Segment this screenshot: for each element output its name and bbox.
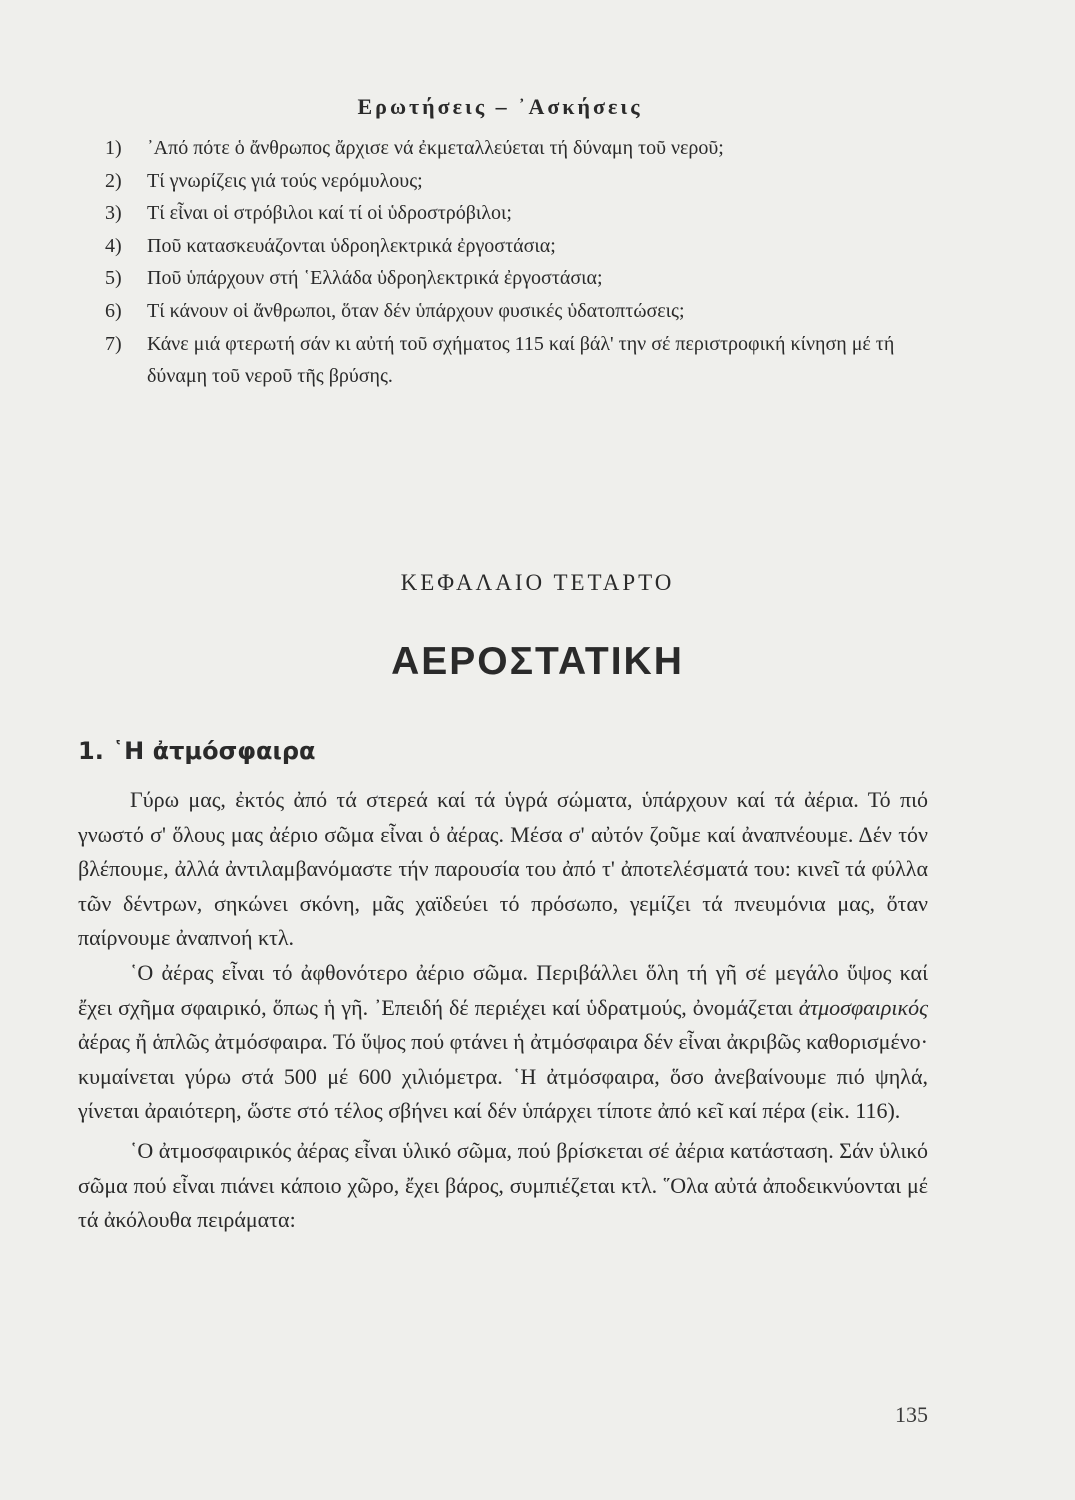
question-text: Ποῦ κατασκευάζονται ὑδροηλεκτρικά ἐργοστάσια; xyxy=(147,234,556,257)
question-number: 6) xyxy=(105,299,122,322)
paragraph: Γύρω μας, ἐκτός ἀπό τά στερεά καί τά ὑγρά σώματα, ὑπάρχουν καί τά ἀέρια. Τό πιό γνωστό σ' ὅλους μας ἀέριο σῶμα εἶναι ὁ ἀέρας. Μέσα σ' αὐτόν ζοῦμε καί ἀναπνέουμε. Δέν τόν βλέπουμε, ἀλλά ἀντιλαμβανόμαστε τήν παρουσία του ἀπό τ' ἀποτελέσματά του: κινεῖ τά φύλλα τῶν δέντρων, σηκώνει σκόνη, μᾶς χαϊδεύει τό πρόσωπο, γεμίζει τά πνευμόνια μας, ὅταν παίρνουμε ἀναπνοή κτλ. xyxy=(78,787,928,951)
chapter-title: ΑΕΡΟΣΤΑΤΙΚΗ xyxy=(391,640,684,683)
question-item xyxy=(105,295,915,328)
question-item xyxy=(105,230,915,263)
question-number: 5) xyxy=(105,267,122,290)
question-number: 7) xyxy=(105,332,122,355)
question-text: Τί κάνουν οἱ ἄνθρωποι, ὅταν δέν ὑπάρχουν φυσικές ὑδατοπτώσεις; xyxy=(147,299,685,322)
section-body xyxy=(78,783,928,1238)
exercises-title: Ερωτήσεις – ᾿Ασκήσεις xyxy=(357,94,643,119)
question-text: Ποῦ ὑπάρχουν στή ῾Ελλάδα ὑδροηλεκτρικά ἐργοστάσια; xyxy=(147,267,603,290)
questions-list xyxy=(105,132,915,393)
page-number: 135 xyxy=(895,1402,928,1427)
paragraph-text: ἀέρας ἤ ἁπλῶς ἀτμόσφαιρα. Τό ὕψος πού φτάνει ἡ ἀτμόσφαιρα δέν εἶναι ἀκριβῶς καθορισμένο· κυμαίνεται γύρω στά 500 μέ 600 χιλιόμετρα. ῾Η ἀτμόσφαιρα, ὅσο ἀνεβαίνουμε πιό ψηλά, γίνεται ἀραιότερη, ὥστε στό τέλος σβήνει καί δέν ὑπάρχει τίποτε ἀπό κεῖ καί πέρα (εἰκ. 116). xyxy=(78,1029,928,1124)
question-text: ᾿Από πότε ὁ ἄνθρωπος ἄρχισε νά ἐκμεταλλεύεται τή δύναμη τοῦ νεροῦ; xyxy=(147,137,724,159)
question-text: Κάνε μιά φτερωτή σάν κι αὐτή τοῦ σχήματος 115 καί βάλ' την σέ περιστροφική κίνηση μέ τή δύναμη τοῦ νεροῦ τῆς βρύσης. xyxy=(147,332,895,388)
question-text: Τί γνωρίζεις γιά τούς νερόμυλους; xyxy=(147,169,423,192)
question-item xyxy=(105,132,915,165)
paragraph xyxy=(78,956,928,1129)
question-item xyxy=(105,197,915,230)
emphasized-term: ἀτμοσφαιρικός xyxy=(798,994,928,1020)
question-item xyxy=(105,328,915,393)
paragraph: ῾Ο ἀτμοσφαιρικός ἀέρας εἶναι ὑλικό σῶμα, πού βρίσκεται σέ ἀέρια κατάσταση. Σάν ὑλικό σῶμα πού εἶναι πιάνει κάποιο χῶρο, ἔχει βάρος, συμπιέζεται κτλ. ῞Ολα αὐτά ἀποδεικνύονται μέ τά ἀκόλουθα πειράματα: xyxy=(78,1137,928,1233)
question-number: 1) xyxy=(105,137,122,159)
question-item xyxy=(105,165,915,198)
question-number: 4) xyxy=(105,234,122,257)
chapter-label: ΚΕΦΑΛΑΙΟ ΤΕΤΑΡΤΟ xyxy=(400,570,675,595)
paragraph-text: ῾Ο ἀέρας εἶναι τό ἀφθονότερο ἀέριο σῶμα. Περιβάλλει ὅλη τή γῆ σέ μεγάλο ὕψος καί ἔχει σχῆμα σφαιρικό, ὅπως ἡ γῆ. ᾿Επειδή δέ περιέχει καί ὑδρατμούς, ὀνομάζεται xyxy=(78,959,928,1020)
question-number: 2) xyxy=(105,169,122,192)
question-number: 3) xyxy=(105,202,122,225)
section-heading: 1. ῾Η ἀτμόσφαιρα xyxy=(78,737,316,765)
question-item xyxy=(105,262,915,295)
question-text: Τί εἶναι οἱ στρόβιλοι καί τί οἱ ὑδροστρόβιλοι; xyxy=(147,202,512,225)
